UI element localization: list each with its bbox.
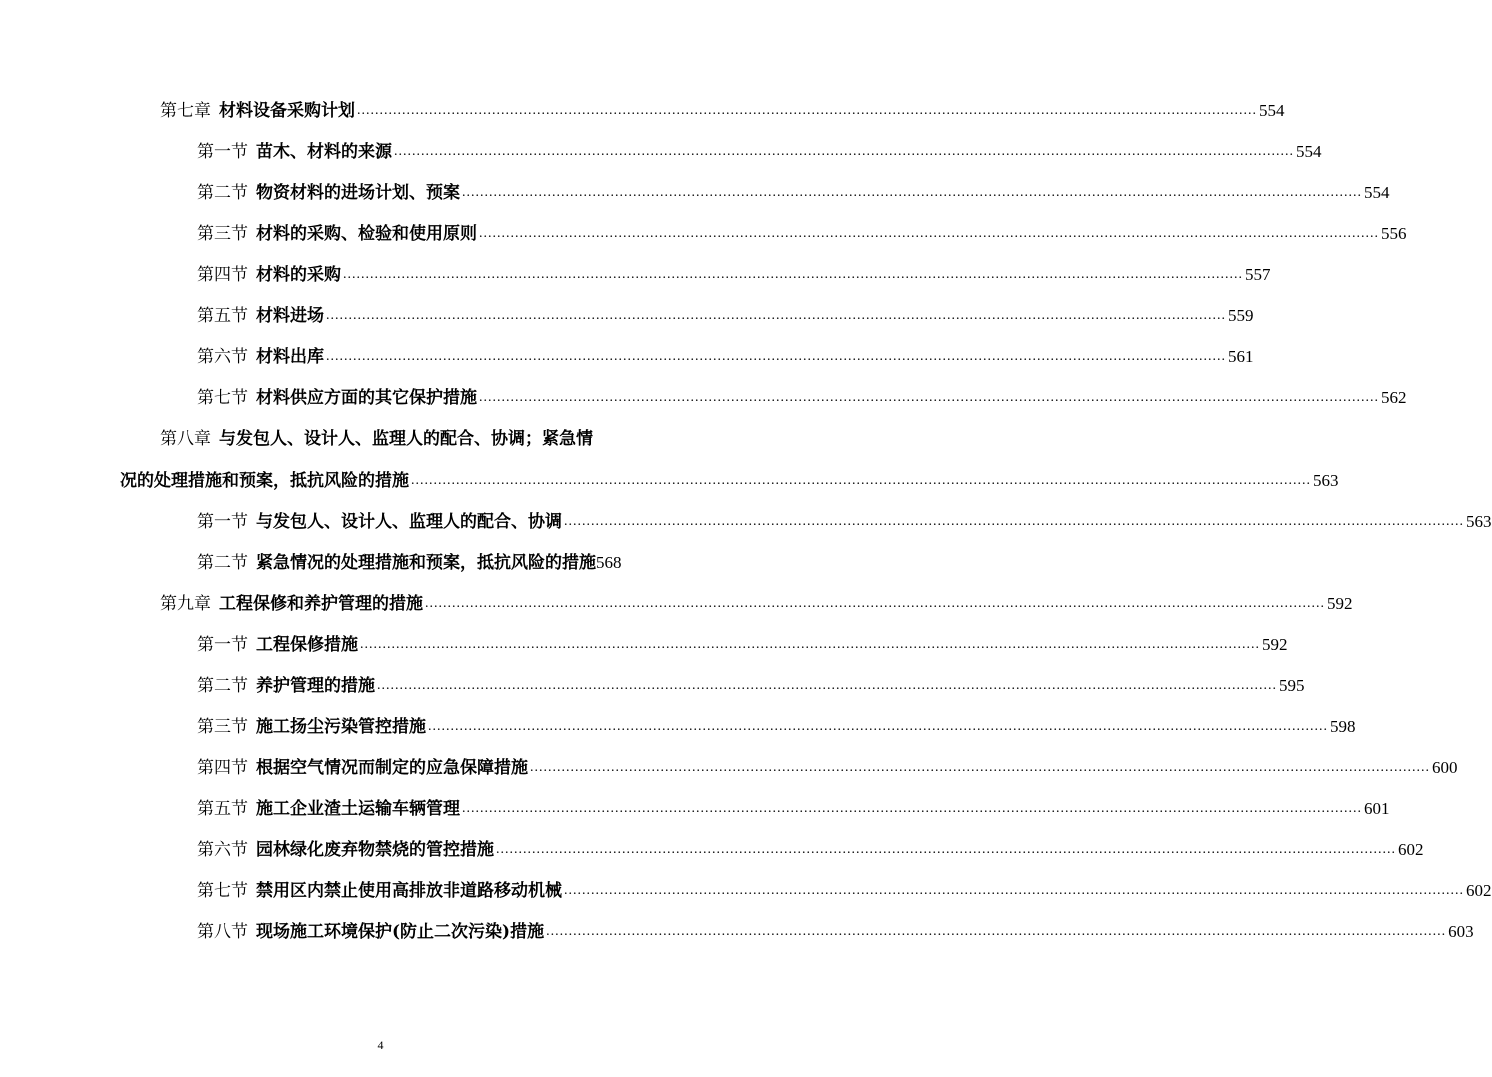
toc-entry[interactable] [197, 708, 1356, 738]
toc-entry[interactable] [197, 379, 1407, 409]
toc-label: 第一节 [197, 142, 248, 162]
toc-title: 材料进场 [256, 306, 324, 326]
toc-title: 根据空气情况而制定的应急保障措施 [256, 758, 528, 778]
toc-entry[interactable] [197, 174, 1390, 204]
toc-entry[interactable] [197, 503, 1492, 533]
dot-leader: ........................................................................................................................................................................................................ [357, 103, 1257, 118]
toc-title: 与发包人、设计人、监理人的配合、协调；紧急情 [219, 429, 593, 449]
toc-title: 工程保修和养护管理的措施 [219, 594, 423, 614]
toc-title: 施工企业渣土运输车辆管理 [256, 799, 460, 819]
toc-page: 601 [1364, 799, 1390, 818]
toc-label: 第三节 [197, 224, 248, 244]
toc-page: 603 [1448, 922, 1474, 941]
dot-leader: ........................................................................................................................................................................................................ [425, 596, 1325, 611]
toc-page: 561 [1228, 347, 1254, 366]
toc-page: 592 [1262, 635, 1288, 654]
toc-entry[interactable] [197, 667, 1305, 697]
toc-label: 第二节 [197, 183, 248, 203]
toc-page: 562 [1381, 388, 1407, 407]
toc-label: 第七章 [160, 101, 211, 121]
toc-label: 第五节 [197, 799, 248, 819]
toc-label: 第二节 [197, 553, 248, 573]
toc-entry-line2[interactable] [120, 462, 1339, 492]
toc-page: 592 [1327, 594, 1353, 613]
toc-title: 与发包人、设计人、监理人的配合、协调 [256, 512, 562, 532]
page-number: 4 [377, 1038, 384, 1052]
toc-entry[interactable] [197, 831, 1424, 861]
toc-page: 563 [1313, 471, 1339, 490]
toc-label: 第一节 [197, 512, 248, 532]
toc-title: 材料出库 [256, 347, 324, 367]
toc-label: 第八章 [160, 429, 211, 449]
toc-label: 第六节 [197, 347, 248, 367]
toc-label: 第七节 [197, 881, 248, 901]
toc-title: 紧急情况的处理措施和预案，抵抗风险的措施 [256, 553, 596, 573]
toc-title: 园林绿化废弃物禁烧的管控措施 [256, 840, 494, 860]
toc-title: 工程保修措施 [256, 635, 358, 655]
toc-label: 第五节 [197, 306, 248, 326]
toc-title: 材料供应方面的其它保护措施 [256, 388, 477, 408]
dot-leader: ........................................................................................................................................................................................................ [564, 514, 1464, 529]
toc-entry[interactable] [197, 297, 1254, 327]
dot-leader: ........................................................................................................................................................................................................ [428, 719, 1328, 734]
dot-leader: ........................................................................................................................................................................................................ [530, 760, 1430, 775]
toc-entry[interactable] [197, 790, 1390, 820]
toc-title: 施工扬尘污染管控措施 [256, 717, 426, 737]
toc-page: 557 [1245, 265, 1271, 284]
dot-leader: ........................................................................................................................................................................................................ [343, 267, 1243, 282]
toc-title: 现场施工环境保护(防止二次污染)措施 [256, 922, 545, 942]
toc-page: 600 [1432, 758, 1458, 777]
toc-label: 第七节 [197, 388, 248, 408]
toc-page: 554 [1364, 183, 1390, 202]
toc-page: 602 [1466, 881, 1492, 900]
toc-label: 第八节 [197, 922, 248, 942]
toc-page: 598 [1330, 717, 1356, 736]
toc-title: 物资材料的进场计划、预案 [256, 183, 460, 203]
dot-leader: ........................................................................................................................................................................................................ [394, 144, 1294, 159]
toc-entry[interactable] [197, 338, 1254, 368]
toc-page: 568 [596, 553, 622, 572]
toc-title: 禁用区内禁止使用高排放非道路移动机械 [256, 881, 562, 901]
dot-leader: ........................................................................................................................................................................................................ [479, 390, 1379, 405]
toc-title: 材料的采购、检验和使用原则 [256, 224, 477, 244]
dot-leader: ........................................................................................................................................................................................................ [326, 349, 1226, 364]
toc-entry[interactable] [197, 256, 1271, 286]
toc-label: 第三节 [197, 717, 248, 737]
toc-entry[interactable] [197, 626, 1288, 656]
toc-entry[interactable] [160, 585, 1353, 615]
toc-page: 554 [1259, 101, 1285, 120]
toc-label: 第四节 [197, 265, 248, 285]
toc-title-continued: 况的处理措施和预案，抵抗风险的措施 [120, 471, 409, 491]
dot-leader: ........................................................................................................................................................................................................ [462, 185, 1362, 200]
dot-leader: ........................................................................................................................................................................................................ [546, 924, 1447, 939]
dot-leader: ........................................................................................................................................................................................................ [377, 678, 1277, 693]
toc-page: 559 [1228, 306, 1254, 325]
toc-entry[interactable] [197, 872, 1492, 902]
toc-entry[interactable] [197, 215, 1407, 245]
toc-title: 材料设备采购计划 [219, 101, 355, 121]
toc-label: 第一节 [197, 635, 248, 655]
dot-leader: ........................................................................................................................................................................................................ [360, 637, 1260, 652]
toc-label: 第九章 [160, 594, 211, 614]
toc-page: 556 [1381, 224, 1407, 243]
dot-leader: ........................................................................................................................................................................................................ [462, 801, 1362, 816]
toc-entry[interactable] [197, 133, 1322, 163]
toc-entry[interactable] [197, 544, 661, 574]
dot-leader: ........................................................................................................................................................................................................ [496, 842, 1396, 857]
toc-entry[interactable] [197, 749, 1458, 779]
toc-page: 602 [1398, 840, 1424, 859]
toc-label: 第四节 [197, 758, 248, 778]
dot-leader: ........................................................................................................................................................................................................ [564, 883, 1464, 898]
toc-page: 563 [1466, 512, 1492, 531]
dot-leader: ........................................................................................................................................................................................................ [479, 226, 1379, 241]
toc-entry[interactable] [160, 92, 1285, 122]
toc-title: 养护管理的措施 [256, 676, 375, 696]
dot-leader: ........................................................................................................................................................................................................ [326, 308, 1226, 323]
toc-title: 苗木、材料的来源 [256, 142, 392, 162]
toc-label: 第二节 [197, 676, 248, 696]
toc-label: 第六节 [197, 840, 248, 860]
toc-page: 595 [1279, 676, 1305, 695]
toc-entry-line1[interactable] [160, 420, 641, 450]
toc-entry[interactable] [197, 913, 1474, 943]
toc-title: 材料的采购 [256, 265, 341, 285]
dot-leader: ........................................................................................................................................................................................................ [411, 473, 1311, 488]
toc-page: 554 [1296, 142, 1322, 161]
